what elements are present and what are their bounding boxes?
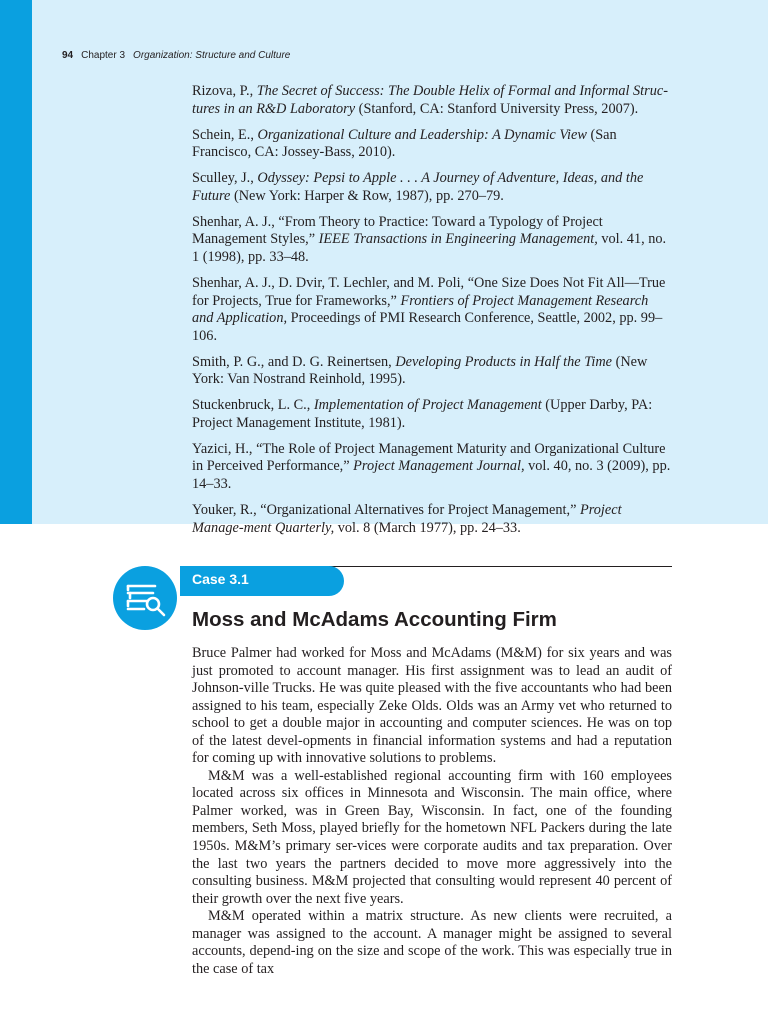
reference-item: Youker, R., “Organizational Alternatives for Project Management,” Project Manage-ment Quarterly, vol. 8 (March 1977), pp. 24–33. [192, 502, 622, 536]
page-number: 94 [62, 50, 74, 61]
reference-item: Yazici, H., “The Role of Project Management Maturity and Organizational Culture in Perceived Performance,” Project Management Journal, vol. 40, no. 3 (2009), pp. 14–33. [192, 440, 671, 493]
case-study-icon [113, 566, 177, 630]
case-title: Moss and McAdams Accounting Firm [192, 608, 557, 631]
reference-item: Sculley, J., Odyssey: Pepsi to Apple . . . A Journey of Adventure, Ideas, and the Future (New York: Harper & Row, 1987), pp. 270–79. [192, 170, 644, 204]
section-title: Organization: Structure and Culture [133, 50, 291, 61]
reference-list [192, 83, 672, 546]
reference-item: Smith, P. G., and D. G. Reinertsen, Developing Products in Half the Time (New York: Van Nostrand Reinhold, 1995). [192, 353, 648, 388]
running-head [62, 50, 290, 61]
reference-item: Stuckenbruck, L. C., Implementation of Project Management (Upper Darby, PA: Project Management Institute, 1981). [192, 397, 653, 431]
reference-item: Shenhar, A. J., “From Theory to Practice: Toward a Typology of Project Management Styles,” IEEE Transactions in Engineering Management, vol. 41, no. 1 (1998), pp. 33–48. [192, 213, 667, 265]
reference-item: Rizova, P., The Secret of Success: The Double Helix of Formal and Informal Struc-tures in an R&D Laboratory (Stanford, CA: Stanford University Press, 2007). [192, 83, 668, 117]
case-body [192, 645, 672, 978]
case-paragraph: Bruce Palmer had worked for Moss and McAdams (M&M) for six years and was just promoted to account manager. His first assignment was to lead an audit of Johnson-ville Trucks. He was quite pleased with the five accountants who had been assigned to his team, especially Zeke Olds. Olds was an Army vet who returned to school to get a double major in accounting and computer sciences. He was on top of the latest devel-opments in financial information systems and had a reputation for coming up with innovative solutions to problems. [192, 645, 672, 767]
case-paragraph: M&M operated within a matrix structure. As new clients were recruited, a manager was assigned to the account. A manager might be assigned to several accounts, depend-ing on the size and scope of the work. This was especially true in the case of tax [192, 908, 672, 977]
reference-item: Shenhar, A. J., D. Dvir, T. Lechler, and M. Poli, “One Size Does Not Fit All—True for Projects, True for Frameworks,” Frontiers of Project Management Research and Application, Proceedings of PMI Research Conference, Seattle, 2002, pp. 99–106. [192, 274, 666, 344]
chapter-label: Chapter 3 [81, 50, 126, 61]
case-label: Case 3.1 [192, 571, 249, 587]
reference-item: Schein, E., Organizational Culture and Leadership: A Dynamic View (San Francisco, CA: Jossey-Bass, 2010). [192, 126, 617, 161]
case-paragraph: M&M was a well-established regional accounting firm with 160 employees located across six offices in Minnesota and Wisconsin. The main office, where Palmer worked, was in Green Bay, Wisconsin. In fact, one of the founding members, Seth Moss, played briefly for the hometown NFL Packers during the late 1950s. M&M’s primary ser-vices were corporate audits and tax preparation. Over the last two years the partners decided to move more aggressively into the consulting business. M&M projected that consulting would represent 40 percent of their growth over the next five years. [192, 767, 672, 907]
accent-stripe [0, 0, 32, 524]
